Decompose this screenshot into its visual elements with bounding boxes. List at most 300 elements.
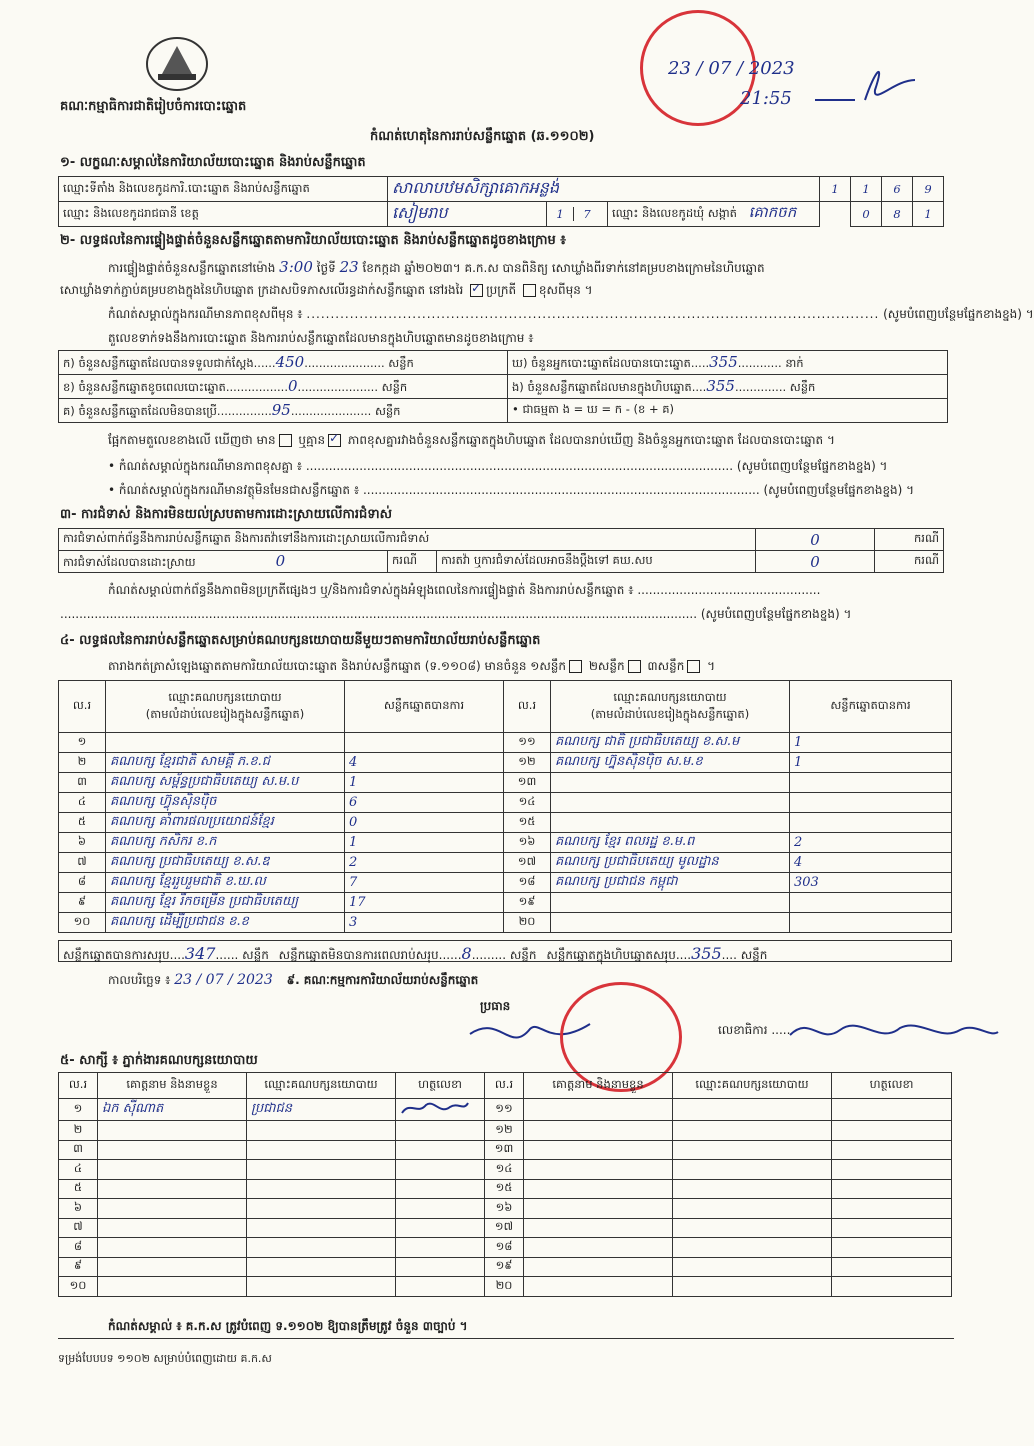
station-code-3: 6 <box>882 177 913 202</box>
witness-sign-right <box>832 1277 952 1297</box>
stamp-date: 23 / 07 / 2023 <box>668 58 795 79</box>
party-name-left: គណបក្ស សម្ព័ន្ធប្រជាធិបតេយ្យ ស.ម.ប <box>106 773 345 793</box>
station-code-2: 1 <box>851 177 882 202</box>
secretary-line: លេខាធិការ ..... <box>718 1023 791 1037</box>
witness-name-right <box>524 1160 673 1180</box>
party-no-left: ៨ <box>59 873 106 893</box>
party-votes-right: 303 <box>790 873 952 893</box>
section-1-heading: ១- លក្ខណៈសម្គាល់នៃការិយាល័យបោះឆ្នោត និងរាប់សន្លឹកឆ្នោត <box>60 155 366 170</box>
changed-label: ខុសពីមុន <box>538 283 581 297</box>
party-no-left: ២ <box>59 753 106 773</box>
ballot-count-table <box>58 350 948 423</box>
verify-line-1 <box>108 258 765 278</box>
party-results-table <box>58 680 952 933</box>
witness-name-left <box>98 1199 247 1219</box>
witness-no-right: ១២ <box>485 1121 524 1141</box>
witness-party-left <box>247 1121 396 1141</box>
witness-sign-right <box>832 1179 952 1199</box>
inbox-value: 355 <box>706 376 735 395</box>
witness-no-right: ១៥ <box>485 1179 524 1199</box>
witness-party-left <box>247 1160 396 1180</box>
witness-party-left <box>247 1277 396 1297</box>
totals-line: សន្លឹកឆ្នោតបានការសរុប....347...... សន្លឹក សន្លឹកឆ្នោតមិនបានការពេលរាប់សរុប......8......... សន្លឹក សន្លឹកឆ្នោតក្នុងហិបឆ្នោតសរុប....355.... សន្លឹក <box>58 940 952 962</box>
party-votes-left: 1 <box>345 833 504 853</box>
party-no-right: ១២ <box>504 753 551 773</box>
party-votes-left: 6 <box>345 793 504 813</box>
witness-sign-left <box>396 1218 485 1238</box>
date-line <box>108 972 478 990</box>
party-no-right: ១៦ <box>504 833 551 853</box>
three-sheets-checkbox[interactable] <box>687 660 700 673</box>
section-5-heading: ៥- សាក្សី ៖ ភ្នាក់ងារគណបក្សនយោបាយ <box>60 1053 258 1068</box>
party-votes-right: 2 <box>790 833 952 853</box>
witness-name-right <box>524 1257 673 1277</box>
has-difference-checkbox[interactable] <box>279 434 292 447</box>
witness-sign-right <box>832 1099 952 1121</box>
appeal-unit: ករណី <box>875 551 944 573</box>
col-no-right: ល.រ <box>504 681 551 733</box>
witness-no-left: ២ <box>59 1121 98 1141</box>
witness-sign-left <box>396 1257 485 1277</box>
party-votes-left: 1 <box>345 773 504 793</box>
resolved-cell <box>59 551 388 573</box>
verify-line-4: តួលេខទាក់ទងនឹងការបោះឆ្នោត និងការរាប់សន្លឹកឆ្នោតដែលមានក្នុងហិបឆ្នោតមានដូចខាងក្រោម ៖ <box>108 331 534 345</box>
verify-day: 23 <box>339 258 359 276</box>
party-votes-right <box>790 813 952 833</box>
party-votes-left: 2 <box>345 853 504 873</box>
difference-text-c: ភាពខុសគ្នារវាងចំនួនសន្លឹកឆ្នោតក្នុងហិបឆ្នោត ដែលបានរាប់ឃើញ និងចំនួនអ្នកបោះឆ្នោត ដែលបានបោះឆ្នោត ។ <box>347 433 835 447</box>
col-no-left: ល.រ <box>59 681 106 733</box>
party-no-left: ៥ <box>59 813 106 833</box>
col-party-left-title: ឈ្មោះគណបក្សនយោបាយ <box>168 689 282 704</box>
witness-no-left: ៧ <box>59 1218 98 1238</box>
witness-name-right <box>524 1277 673 1297</box>
spoiled-value: 0 <box>288 376 298 395</box>
witness-party-left <box>247 1257 396 1277</box>
party-name-right <box>551 813 790 833</box>
commune-code-3: 1 <box>913 202 944 227</box>
witness-name-right <box>524 1140 673 1160</box>
two-sheets-checkbox[interactable] <box>628 660 641 673</box>
witness-party-left <box>247 1179 396 1199</box>
verify-line-2: សោឃ្លាំងទាក់ភ្ជាប់គម្របខាងក្នុងនៃហិបឆ្នោត ក្រដាសបិទភាសលើរន្ធដាក់សន្លឹកឆ្នោត នៅរងរៃ ✓ ប្រក្រតី ខុសពីមុន ។ <box>60 282 593 300</box>
party-no-right: ១៣ <box>504 773 551 793</box>
verify-text-a: ការផ្ទៀងផ្ទាត់ចំនួនសន្លឹកឆ្នោតនៅម៉ោង <box>108 261 276 275</box>
table-row <box>59 913 952 933</box>
party-name-left <box>106 733 345 753</box>
table-row <box>59 1257 952 1277</box>
col-party-left-sub: (តាមលំដាប់លេខរៀងក្នុងសន្លឹកឆ្នោត) <box>145 706 305 721</box>
witness-sign-left <box>396 1199 485 1219</box>
station-name: សាលាបឋមសិក្សាគោកអន្លង់ <box>388 177 820 202</box>
total-invalid-value: 8 <box>461 944 472 963</box>
witness-name-right <box>524 1218 673 1238</box>
witness-party-left <box>247 1199 396 1219</box>
party-name-left: គណបក្ស ខ្មែរជាតិ សាមគ្គី ភ.ខ.ជ <box>106 753 345 773</box>
verify-text-c: ខែកក្កដា ឆ្នាំ២០២៣។ គ.ក.ស បានពិនិត្យ សោឃ្លាំងពីរទាក់នៅគម្របខាងក្រោមនៃហិបឆ្នោត <box>362 261 765 275</box>
resolved-label: ការជំទាស់ដែលបានដោះស្រាយ <box>63 554 196 569</box>
no-difference-checkbox[interactable] <box>328 434 341 447</box>
tally-intro: តារាងកត់ត្រាសំឡេងឆ្នោតតាមការិយាល័យបោះឆ្នោត និងរាប់សន្លឹកឆ្នោត (ទ.១១០៨) មានចំនួន ១សន្លឹក <box>108 659 566 673</box>
inbox-cell: ង) ចំនួនសន្លឹកឆ្នោតដែលមានក្នុងហិបឆ្នោត....355.............. សន្លឹក <box>508 375 948 399</box>
witness-no-left: ៥ <box>59 1179 98 1199</box>
witness-name-left <box>98 1238 247 1258</box>
verify-text-b: ថ្ងៃទី <box>316 261 336 275</box>
table-row <box>59 853 952 873</box>
irregularities-label: កំណត់សម្គាល់ពាក់ព័ន្ធនឹងភាពមិនប្រក្រតីផ្សេងៗ ឬ/និងការជំទាស់ក្នុងអំឡុងពេលនៃការផ្ទៀងផ្ទាត់ និងការរាប់សន្លឹកឆ្នោត ៖ <box>108 583 634 597</box>
unused-label: គ) ចំនួនសន្លឹកឆ្នោតដែលមិនបានប្រើ <box>63 403 217 418</box>
table-row <box>59 893 952 913</box>
witness-sign-right <box>832 1140 952 1160</box>
party-name-right: គណបក្ស ប្រជាធិបតេយ្យ មូលដ្ឋាន <box>551 853 790 873</box>
witness-no-right: ១១ <box>485 1099 524 1121</box>
province-code-2: 7 <box>583 207 591 221</box>
witness-no-right: ១៣ <box>485 1140 524 1160</box>
date-label: កាលបរិច្ឆេទ ៖ <box>108 973 171 987</box>
station-label: ឈ្មោះទីតាំង និងលេខកូដការិ.បោះឆ្នោត និងរាប់សន្លឹកឆ្នោត <box>59 177 388 202</box>
voters-value: 355 <box>709 352 738 371</box>
witness-name-left <box>98 1140 247 1160</box>
party-votes-right: 1 <box>790 733 952 753</box>
party-votes-right: 4 <box>790 853 952 873</box>
chair-label: ប្រធាន <box>480 999 511 1013</box>
table-row <box>59 813 952 833</box>
party-no-left: ១០ <box>59 913 106 933</box>
section-3-heading: ៣- ការជំទាស់ និងការមិនយល់ស្របតាមការដោះស្រាយលើការជំទាស់ <box>60 507 392 522</box>
col-party-right <box>551 681 790 733</box>
table-row <box>59 733 952 753</box>
party-name-right <box>551 913 790 933</box>
party-name-right <box>551 793 790 813</box>
witness-table <box>58 1072 952 1297</box>
witness-name-right <box>524 1099 673 1121</box>
witness-sign-right <box>832 1199 952 1219</box>
party-name-left: គណបក្ស គាំពារផលប្រយោជន៍ខ្មែរ <box>106 813 345 833</box>
received-cell: ក) ចំនួនសន្លឹកឆ្នោតដែលបានទទួលជាក់ស្តែង......450...................... សន្លឹក <box>59 351 508 375</box>
unused-unit: សន្លឹក <box>374 403 401 418</box>
difference-line <box>108 432 835 450</box>
party-no-left: ៤ <box>59 793 106 813</box>
total-invalid-label: សន្លឹកឆ្នោតមិនបានការពេលរាប់សរុប <box>278 948 439 962</box>
party-votes-left <box>345 733 504 753</box>
commune-name: គោកចក <box>748 203 797 221</box>
changed-checkbox[interactable] <box>523 284 536 297</box>
witness-party-left: ប្រជាជន <box>247 1099 396 1121</box>
station-code-1: 1 <box>820 177 851 202</box>
nonballot-note-label: • កំណត់សម្គាល់ក្នុងករណីមានវត្ថុមិនមែនជាសន្លឹកឆ្នោត ៖ <box>108 483 360 497</box>
table-row <box>59 1140 952 1160</box>
irregularities-fill-line: ....................................................................................................................................................................... (សូមបំពេញបន្ថែមផ្នែកខាងខ្នង) ។ <box>60 607 852 621</box>
resolved-value: 0 <box>275 551 286 570</box>
witness-name-left <box>98 1121 247 1141</box>
inbox-label: ង) ចំនួនសន្លឹកឆ្នោតដែលមានក្នុងហិបឆ្នោត <box>512 379 692 394</box>
witness-party-right <box>673 1160 832 1180</box>
party-votes-left: 7 <box>345 873 504 893</box>
witness-col-sign-left: ហត្ថលេខា <box>396 1073 485 1099</box>
witness-sign-left <box>396 1160 485 1180</box>
witness-party-right <box>673 1121 832 1141</box>
witness-sign-right <box>832 1160 952 1180</box>
table-row <box>59 1238 952 1258</box>
party-no-left: ៩ <box>59 893 106 913</box>
form-footer: ទម្រង់បែបបទ ១១០២ សម្រាប់បំពេញដោយ គ.ក.ស <box>58 1352 272 1365</box>
witness-name-right <box>524 1199 673 1219</box>
difference-note-line: • កំណត់សម្គាល់ក្នុងករណីមានភាពខុសគ្នា ៖ ................................................................................................................ (សូមបំពេញបន្ថែមផ្នែកខាងខ្នង) ។ <box>108 459 888 473</box>
station-info-table <box>58 176 944 227</box>
witness-party-right <box>673 1199 832 1219</box>
footer-divider <box>58 1338 954 1339</box>
witness-party-left <box>247 1218 396 1238</box>
irregularities-note: កំណត់សម្គាល់ពាក់ព័ន្ធនឹងភាពមិនប្រក្រតីផ្សេងៗ ឬ/និងការជំទាស់ក្នុងអំឡុងពេលនៃការផ្ទៀងផ្ទាត់ និងការរាប់សន្លឹកឆ្នោត ៖ ................................................ <box>108 583 821 597</box>
col-party-right-sub: (តាមលំដាប់លេខរៀងក្នុងសន្លឹកឆ្នោត) <box>590 706 750 721</box>
witness-party-right <box>673 1140 832 1160</box>
secretary-signature <box>790 1010 1000 1050</box>
table-row <box>59 1160 952 1180</box>
party-name-right: គណបក្ស ជាតិ ប្រជាធិបតេយ្យ ខ.ស.ម <box>551 733 790 753</box>
verify-text-d: សោឃ្លាំងទាក់ភ្ជាប់គម្របខាងក្នុងនៃហិបឆ្នោត ក្រដាសបិទភាសលើរន្ធដាក់សន្លឹកឆ្នោត នៅរងរៃ <box>60 283 464 297</box>
col-party-right-title: ឈ្មោះគណបក្សនយោបាយ <box>613 689 727 704</box>
witness-no-left: ១ <box>59 1099 98 1121</box>
change-note-label: កំណត់សម្គាល់ក្នុងករណីមានភាពខុសពីមុន ៖ <box>108 307 303 321</box>
committee-label: ៩. គណៈកម្មការការិយាល័យរាប់សន្លឹកឆ្នោត <box>286 973 479 987</box>
received-unit: សន្លឹក <box>388 355 414 370</box>
fill-note-4: (សូមបំពេញបន្ថែមផ្នែកខាងខ្នង) ។ <box>700 607 852 621</box>
table-row <box>59 1099 952 1121</box>
witness-party-right <box>673 1179 832 1199</box>
total-valid-value: 347 <box>184 944 216 963</box>
witness-party-left <box>247 1140 396 1160</box>
party-name-left: គណបក្ស ហ៊្វុនស៊ិនប៉ិច <box>106 793 345 813</box>
fill-note-2: (សូមបំពេញបន្ថែមផ្នែកខាងខ្នង) ។ <box>736 459 888 473</box>
witness-party-right <box>673 1099 832 1121</box>
witness-col-party-left: ឈ្មោះគណបក្សនយោបាយ <box>247 1073 396 1099</box>
party-votes-left: 0 <box>345 813 504 833</box>
witness-name-left <box>98 1179 247 1199</box>
table-row <box>59 793 952 813</box>
witness-no-left: ៨ <box>59 1238 98 1258</box>
witness-sign-left <box>396 1238 485 1258</box>
witness-col-name-right: គោត្តនាម និងនាមខ្លួន <box>524 1073 673 1099</box>
total-box-unit: សន្លឹក <box>740 948 768 962</box>
tally-sheet-line: តារាងកត់ត្រាសំឡេងឆ្នោតតាមការិយាល័យបោះឆ្នោត និងរាប់សន្លឹកឆ្នោត (ទ.១១០៨) មានចំនួន ១សន្លឹក ២សន្លឹក ៣សន្លឹក ។ <box>108 659 716 673</box>
signature-top <box>815 60 925 110</box>
total-valid-unit: សន្លឹក <box>242 948 269 962</box>
party-no-left: ១ <box>59 733 106 753</box>
commune-code-2: 8 <box>882 202 913 227</box>
fill-note-3: (សូមបំពេញបន្ថែមផ្នែកខាងខ្នង) ។ <box>763 483 915 497</box>
party-no-right: ១៤ <box>504 793 551 813</box>
difference-text-b: ឬគ្មាន <box>298 433 326 447</box>
witness-party-right <box>673 1277 832 1297</box>
witness-party-left <box>247 1238 396 1258</box>
witness-col-name-left: គោត្តនាម និងនាមខ្លួន <box>98 1073 247 1099</box>
party-name-right: គណបក្ស ប្រជាជន កម្ពុជា <box>551 873 790 893</box>
party-name-left: គណបក្ស ខ្មែររួបរួមជាតិ ខ.ឃ.ល <box>106 873 345 893</box>
witness-party-right <box>673 1257 832 1277</box>
witness-no-right: ១៧ <box>485 1218 524 1238</box>
witness-col-no-right: ល.រ <box>485 1073 524 1099</box>
party-votes-left: 3 <box>345 913 504 933</box>
witness-sign-left <box>396 1140 485 1160</box>
verify-line-3: កំណត់សម្គាល់ក្នុងករណីមានភាពខុសពីមុន ៖ ....................................................................................................................... (សូមបំពេញបន្ថែមផ្នែកខាងខ្នង) ។ <box>108 307 1034 321</box>
total-box-value: 355 <box>691 944 722 963</box>
form-title: កំណត់ហេតុនៃការរាប់សន្លឹកឆ្នោត (ឆ.១១០២) <box>370 129 595 144</box>
witness-sign-right <box>832 1257 952 1277</box>
party-name-left: គណបក្ស កសិករ ខ.ក <box>106 833 345 853</box>
org-name: គណៈកម្មាធិការជាតិរៀបចំការបោះឆ្នោត <box>60 99 247 114</box>
witness-col-party-right: ឈ្មោះគណបក្សនយោបាយ <box>673 1073 832 1099</box>
voters-unit: នាក់ <box>785 355 804 370</box>
witness-no-right: ១៦ <box>485 1199 524 1219</box>
station-code-4: 9 <box>913 177 944 202</box>
one-sheet-checkbox[interactable] <box>569 660 582 673</box>
province-name: សៀមរាប <box>388 202 547 227</box>
witness-name-left <box>98 1277 247 1297</box>
difference-text-a: ផ្អែកតាមតួលេខខាងលើ ឃើញថា មាន <box>108 433 276 447</box>
normal-label: ប្រក្រតី <box>486 283 517 297</box>
party-no-left: ៦ <box>59 833 106 853</box>
party-name-right <box>551 893 790 913</box>
complaints-value: 0 <box>756 529 875 551</box>
party-votes-right <box>790 893 952 913</box>
witness-name-right <box>524 1121 673 1141</box>
witness-no-left: ៤ <box>59 1160 98 1180</box>
total-invalid-unit: សន្លឹក <box>509 948 537 962</box>
party-votes-right <box>790 773 952 793</box>
party-no-right: ២០ <box>504 913 551 933</box>
resolved-unit: ករណី <box>388 551 437 573</box>
table-row <box>59 1179 952 1199</box>
total-box-label: សន្លឹកឆ្នោតក្នុងហិបឆ្នោតសរុប <box>546 948 676 962</box>
table-row <box>59 1121 952 1141</box>
secretary-label: លេខាធិការ <box>718 1023 768 1037</box>
witness-sign-left <box>396 1121 485 1141</box>
nonballot-note-line: • កំណត់សម្គាល់ក្នុងករណីមានវត្ថុមិនមែនជាសន្លឹកឆ្នោត ៖ ........................................................................................................ (សូមបំពេញបន្ថែមផ្នែកខាងខ្នង) ។ <box>108 483 915 497</box>
witness-party-right <box>673 1238 832 1258</box>
party-no-right: ១៨ <box>504 873 551 893</box>
party-no-left: ៣ <box>59 773 106 793</box>
section-4-heading: ៤- លទ្ធផលនៃការរាប់សន្លឹកឆ្នោតសម្រាប់គណបក្សនយោបាយនីមួយៗតាមការិយាល័យរាប់សន្លឹកឆ្នោត <box>60 633 541 648</box>
province-code-1: 1 <box>547 207 574 221</box>
table-row <box>59 773 952 793</box>
voters-cell: ឃ) ចំនួនអ្នកបោះឆ្នោតដែលបានបោះឆ្នោត.....355............ នាក់ <box>508 351 948 375</box>
received-label: ក) ចំនួនសន្លឹកឆ្នោតដែលបានទទួលជាក់ស្តែង <box>63 355 254 370</box>
witness-sign-left <box>396 1099 485 1121</box>
party-name-left: គណបក្ស ខ្មែរ រីកចម្រើន ប្រជាធិបតេយ្យ <box>106 893 345 913</box>
unused-cell: គ) ចំនួនសន្លឹកឆ្នោតដែលមិនបានប្រើ...............95...................... សន្លឹក <box>59 399 508 423</box>
party-name-left: គណបក្ស ដើម្បីប្រជាជន ខ.ខ <box>106 913 345 933</box>
difference-note-label: • កំណត់សម្គាល់ក្នុងករណីមានភាពខុសគ្នា ៖ <box>108 459 303 473</box>
party-votes-right <box>790 913 952 933</box>
province-label: ឈ្មោះ និងលេខកូដរាជធានី ខេត្ត <box>59 202 388 227</box>
witness-name-left <box>98 1257 247 1277</box>
party-no-left: ៧ <box>59 853 106 873</box>
party-votes-left: 4 <box>345 753 504 773</box>
three-sheets-label: ៣សន្លឹក <box>647 659 685 673</box>
stamp-time: 21:55 <box>740 88 792 109</box>
witness-no-left: ៩ <box>59 1257 98 1277</box>
witness-sign-right <box>832 1121 952 1141</box>
witness-sign-right <box>832 1238 952 1258</box>
witness-no-left: ៦ <box>59 1199 98 1219</box>
party-no-right: ១៧ <box>504 853 551 873</box>
section-2-heading: ២- លទ្ធផលនៃការផ្ទៀងផ្ទាត់ចំនួនសន្លឹកឆ្នោតតាមការិយាល័យបោះឆ្នោត និងរាប់សន្លឹកឆ្នោតដូចខាងក្រោម ៖ <box>60 233 566 248</box>
party-name-right: គណបក្ស ហ្វ៊ុនស៊ិនប៉ិច ស.ម.ខ <box>551 753 790 773</box>
witness-name-right <box>524 1238 673 1258</box>
party-votes-right <box>790 793 952 813</box>
party-no-right: ១៩ <box>504 893 551 913</box>
col-votes-right: សន្លឹកឆ្នោតបានការ <box>790 681 952 733</box>
total-valid-label: សន្លឹកឆ្នោតបានការសរុប <box>63 948 170 962</box>
party-no-right: ១៥ <box>504 813 551 833</box>
unused-value: 95 <box>271 400 291 419</box>
table-row <box>59 753 952 773</box>
complaints-label: ការជំទាស់ពាក់ព័ន្ធនឹងការរាប់សន្លឹកឆ្នោត និងការតវ៉ាទៅនឹងការដោះស្រាយលើការជំទាស់ <box>59 529 756 551</box>
nec-emblem-icon <box>144 34 210 92</box>
complaints-table <box>58 528 944 573</box>
spoiled-unit: សន្លឹក <box>381 379 408 394</box>
complaints-unit: ករណី <box>875 529 944 551</box>
formula-cell: • ជាធម្មតា ង = ឃ = ក - (ខ + គ) <box>508 399 948 423</box>
two-sheets-label: ២សន្លឹក <box>588 659 625 673</box>
party-no-right: ១១ <box>504 733 551 753</box>
table-row <box>59 873 952 893</box>
witness-col-no-left: ល.រ <box>59 1073 98 1099</box>
spoiled-label: ខ) ចំនួនសន្លឹកឆ្នោតខូចពេលបោះឆ្នោត <box>63 379 226 394</box>
witness-name-left: ឯក ស៊ីណាត <box>98 1099 247 1121</box>
normal-checkbox[interactable] <box>470 284 483 297</box>
table-row <box>59 1199 952 1219</box>
table-row <box>59 1277 952 1297</box>
date-value: 23 / 07 / 2023 <box>174 972 273 988</box>
witness-no-right: ១៨ <box>485 1238 524 1258</box>
commune-cell <box>608 202 820 227</box>
inbox-unit: សន្លឹក <box>789 379 816 394</box>
voters-label: ឃ) ចំនួនអ្នកបោះឆ្នោតដែលបានបោះឆ្នោត <box>512 355 691 370</box>
commune-label: ឈ្មោះ និងលេខកូដឃុំ សង្កាត់ <box>612 206 737 220</box>
received-value: 450 <box>275 352 305 371</box>
col-party-left <box>106 681 345 733</box>
witness-no-right: ២០ <box>485 1277 524 1297</box>
party-name-right <box>551 773 790 793</box>
witness-name-left <box>98 1160 247 1180</box>
witness-name-left <box>98 1218 247 1238</box>
commune-code-1: 0 <box>851 202 882 227</box>
table-row <box>59 1218 952 1238</box>
table-row <box>59 833 952 853</box>
appeal-value: 0 <box>756 551 875 573</box>
col-votes-left: សន្លឹកឆ្នោតបានការ <box>345 681 504 733</box>
witness-signature <box>400 1099 470 1117</box>
witness-no-left: ១០ <box>59 1277 98 1297</box>
party-name-left: គណបក្ស ប្រជាធិបតេយ្យ ខ.ស.ឌ <box>106 853 345 873</box>
witness-sign-right <box>832 1218 952 1238</box>
party-votes-right: 1 <box>790 753 952 773</box>
spoiled-cell: ខ) ចំនួនសន្លឹកឆ្នោតខូចពេលបោះឆ្នោត.................0...................... សន្លឹក <box>59 375 508 399</box>
witness-note: កំណត់សម្គាល់ ៖ គ.ក.ស ត្រូវបំពេញ ទ.១១០២ ឱ្យបានត្រឹមត្រូវ ចំនួន ៣ច្បាប់ ។ <box>108 1319 468 1333</box>
witness-no-right: ១៩ <box>485 1257 524 1277</box>
witness-sign-left <box>396 1277 485 1297</box>
party-name-right: គណបក្ស ខ្មែរ ពលរដ្ឋ ខ.ម.ព <box>551 833 790 853</box>
verify-time: 3:00 <box>279 258 313 276</box>
witness-name-right <box>524 1179 673 1199</box>
witness-no-left: ៣ <box>59 1140 98 1160</box>
appeal-label: ការតវ៉ា ឬការជំទាស់ដែលអាចនឹងប្តឹងទៅ គឃ.សប <box>437 551 756 573</box>
party-votes-left: 17 <box>345 893 504 913</box>
witness-party-right <box>673 1218 832 1238</box>
witness-sign-left <box>396 1179 485 1199</box>
formula-label: ជាធម្មតា ង = ឃ = ក - (ខ + គ) <box>522 402 675 416</box>
